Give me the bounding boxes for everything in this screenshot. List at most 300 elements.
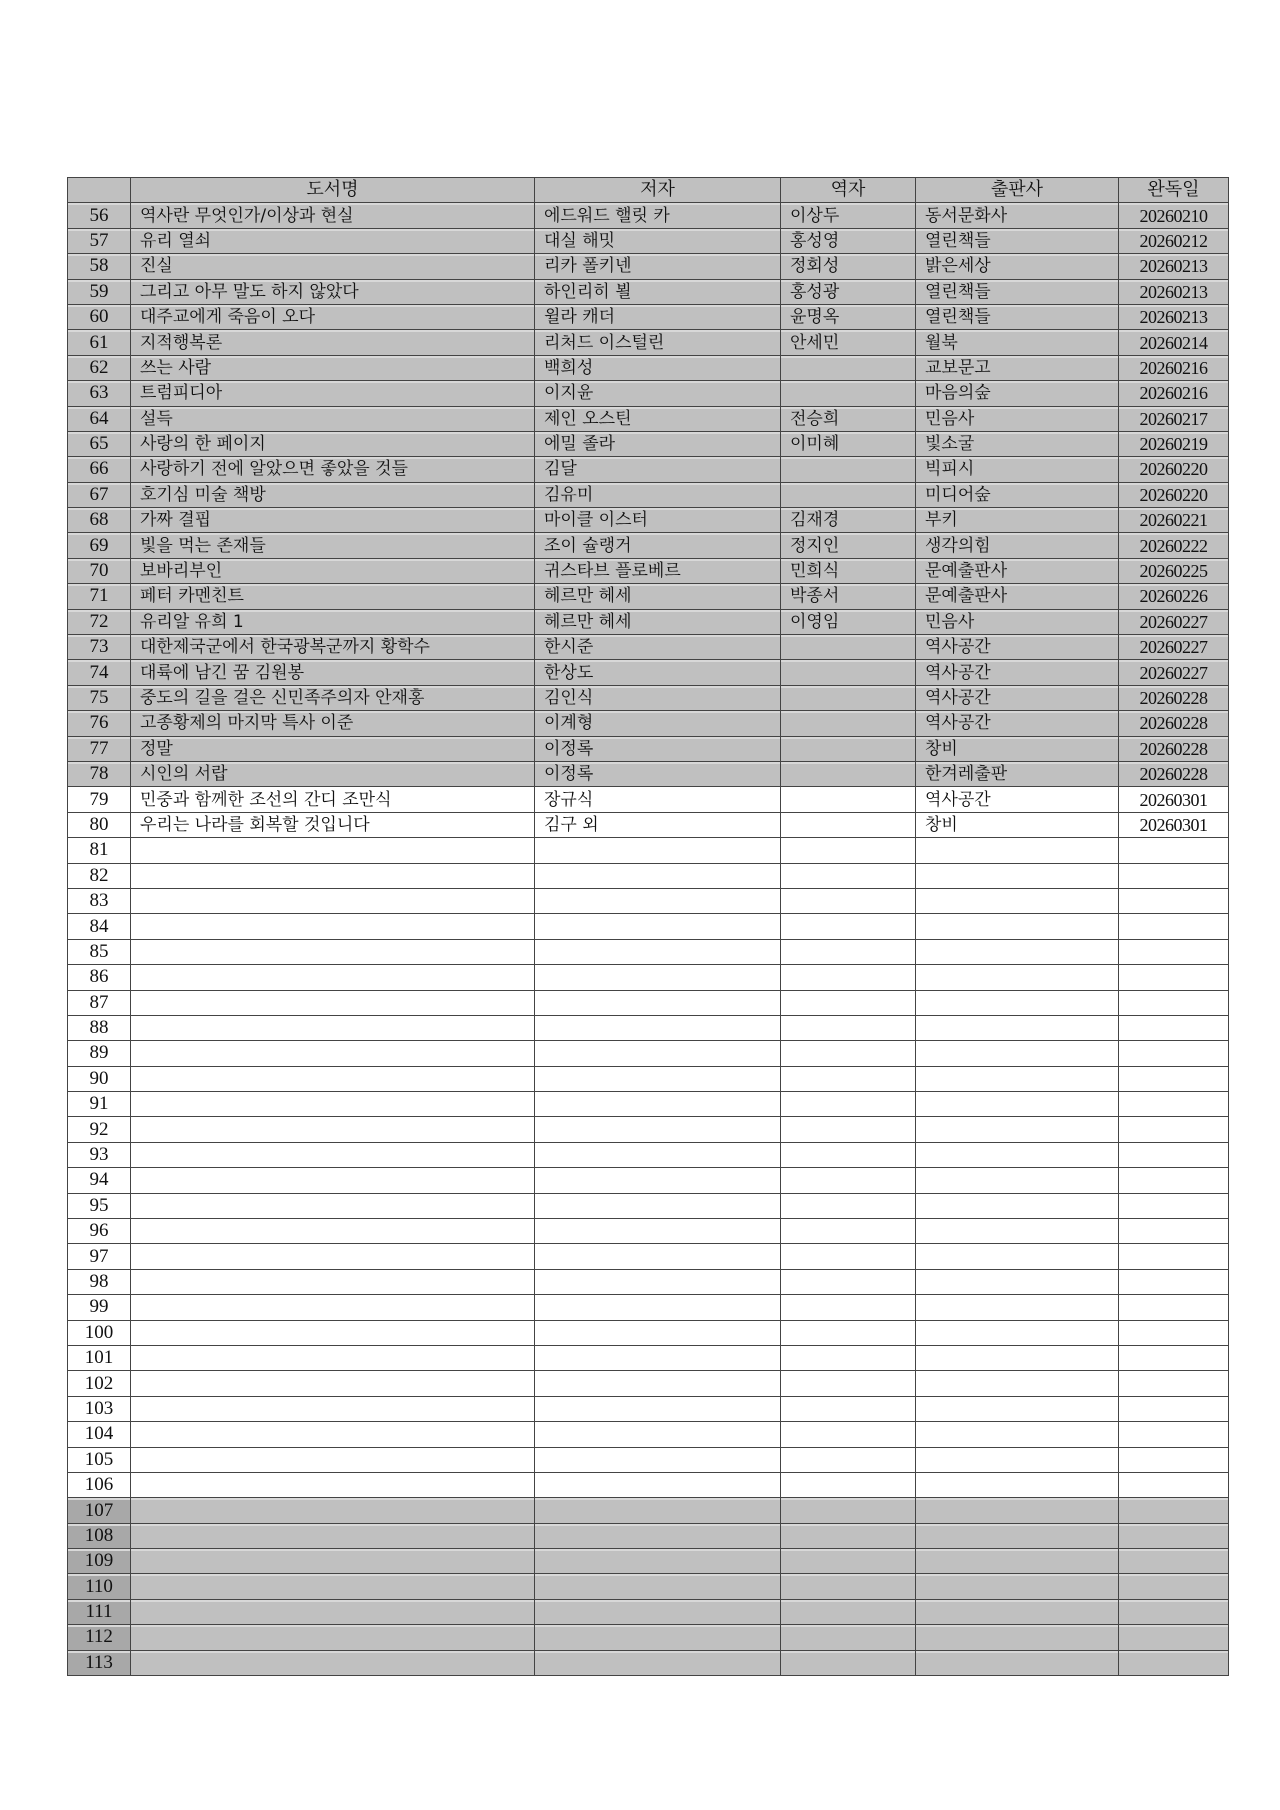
finish-date-cell[interactable]: [1119, 1574, 1229, 1599]
publisher-cell[interactable]: [916, 1422, 1119, 1447]
book-title-cell[interactable]: [131, 1650, 535, 1675]
publisher-cell[interactable]: [916, 1574, 1119, 1599]
publisher-cell[interactable]: [916, 1244, 1119, 1269]
row-number-cell[interactable]: 67: [68, 482, 131, 507]
translator-cell[interactable]: 전승희: [781, 406, 916, 431]
row-number-cell[interactable]: 89: [68, 1041, 131, 1066]
book-title-cell[interactable]: 지적행복론: [131, 330, 535, 355]
book-title-cell[interactable]: 대한제국군에서 한국광복군까지 황학수: [131, 635, 535, 660]
row-number-cell[interactable]: 71: [68, 584, 131, 609]
translator-cell[interactable]: [781, 1574, 916, 1599]
publisher-cell[interactable]: [916, 914, 1119, 939]
translator-cell[interactable]: [781, 1193, 916, 1218]
author-cell[interactable]: [535, 1447, 781, 1472]
row-number-cell[interactable]: 78: [68, 761, 131, 786]
finish-date-cell[interactable]: [1119, 1650, 1229, 1675]
author-cell[interactable]: [535, 1498, 781, 1523]
translator-cell[interactable]: [781, 660, 916, 685]
finish-date-cell[interactable]: 20260228: [1119, 736, 1229, 761]
finish-date-cell[interactable]: [1119, 1193, 1229, 1218]
book-title-cell[interactable]: [131, 1269, 535, 1294]
translator-cell[interactable]: [781, 1041, 916, 1066]
book-title-cell[interactable]: [131, 1193, 535, 1218]
row-number-cell[interactable]: 65: [68, 431, 131, 456]
finish-date-cell[interactable]: [1119, 1066, 1229, 1091]
publisher-cell[interactable]: 역사공간: [916, 635, 1119, 660]
author-cell[interactable]: 백희성: [535, 355, 781, 380]
publisher-cell[interactable]: [916, 863, 1119, 888]
publisher-cell[interactable]: [916, 1015, 1119, 1040]
translator-cell[interactable]: 윤명옥: [781, 304, 916, 329]
book-title-cell[interactable]: [131, 1142, 535, 1167]
row-number-cell[interactable]: 79: [68, 787, 131, 812]
publisher-cell[interactable]: 월북: [916, 330, 1119, 355]
translator-cell[interactable]: [781, 457, 916, 482]
publisher-cell[interactable]: 역사공간: [916, 660, 1119, 685]
book-title-cell[interactable]: 유리 열쇠: [131, 228, 535, 253]
translator-cell[interactable]: [781, 1244, 916, 1269]
translator-cell[interactable]: [781, 1320, 916, 1345]
book-title-cell[interactable]: 호기심 미술 책방: [131, 482, 535, 507]
author-cell[interactable]: 이정록: [535, 736, 781, 761]
publisher-cell[interactable]: 밝은세상: [916, 254, 1119, 279]
finish-date-cell[interactable]: [1119, 990, 1229, 1015]
author-cell[interactable]: [535, 1650, 781, 1675]
author-cell[interactable]: 리처드 이스털린: [535, 330, 781, 355]
row-number-cell[interactable]: 63: [68, 381, 131, 406]
finish-date-cell[interactable]: 20260214: [1119, 330, 1229, 355]
author-cell[interactable]: 이계형: [535, 711, 781, 736]
finish-date-cell[interactable]: [1119, 1142, 1229, 1167]
book-title-cell[interactable]: [131, 1549, 535, 1574]
author-cell[interactable]: [535, 1244, 781, 1269]
row-number-cell[interactable]: 87: [68, 990, 131, 1015]
author-cell[interactable]: 한시준: [535, 635, 781, 660]
finish-date-cell[interactable]: [1119, 1345, 1229, 1370]
translator-cell[interactable]: [781, 1498, 916, 1523]
finish-date-cell[interactable]: 20260227: [1119, 635, 1229, 660]
row-number-cell[interactable]: 82: [68, 863, 131, 888]
publisher-cell[interactable]: [916, 1345, 1119, 1370]
book-title-cell[interactable]: [131, 965, 535, 990]
translator-cell[interactable]: [781, 635, 916, 660]
publisher-cell[interactable]: 역사공간: [916, 787, 1119, 812]
translator-cell[interactable]: 홍성영: [781, 228, 916, 253]
author-cell[interactable]: 김구 외: [535, 812, 781, 837]
finish-date-cell[interactable]: [1119, 1320, 1229, 1345]
row-number-cell[interactable]: 99: [68, 1295, 131, 1320]
row-number-cell[interactable]: 98: [68, 1269, 131, 1294]
book-title-cell[interactable]: 쓰는 사람: [131, 355, 535, 380]
author-cell[interactable]: 제인 오스틴: [535, 406, 781, 431]
finish-date-cell[interactable]: 20260301: [1119, 812, 1229, 837]
book-title-cell[interactable]: 유리알 유희 1: [131, 609, 535, 634]
row-number-cell[interactable]: 86: [68, 965, 131, 990]
author-cell[interactable]: [535, 1345, 781, 1370]
row-number-cell[interactable]: 85: [68, 939, 131, 964]
author-cell[interactable]: 김인식: [535, 685, 781, 710]
book-title-cell[interactable]: [131, 1295, 535, 1320]
publisher-cell[interactable]: [916, 1320, 1119, 1345]
publisher-cell[interactable]: [916, 1193, 1119, 1218]
book-title-cell[interactable]: [131, 1345, 535, 1370]
finish-date-cell[interactable]: 20260225: [1119, 558, 1229, 583]
finish-date-cell[interactable]: [1119, 1472, 1229, 1497]
publisher-cell[interactable]: [916, 1549, 1119, 1574]
author-cell[interactable]: 귀스타브 플로베르: [535, 558, 781, 583]
finish-date-cell[interactable]: 20260227: [1119, 660, 1229, 685]
book-title-cell[interactable]: [131, 1447, 535, 1472]
translator-cell[interactable]: [781, 1066, 916, 1091]
row-number-cell[interactable]: 84: [68, 914, 131, 939]
publisher-cell[interactable]: 열린책들: [916, 228, 1119, 253]
translator-cell[interactable]: [781, 1142, 916, 1167]
author-cell[interactable]: [535, 1117, 781, 1142]
row-number-cell[interactable]: 68: [68, 508, 131, 533]
book-title-cell[interactable]: [131, 1498, 535, 1523]
finish-date-cell[interactable]: [1119, 1523, 1229, 1548]
row-number-cell[interactable]: 92: [68, 1117, 131, 1142]
publisher-cell[interactable]: [916, 1168, 1119, 1193]
publisher-cell[interactable]: 빛소굴: [916, 431, 1119, 456]
row-number-cell[interactable]: 66: [68, 457, 131, 482]
row-number-cell[interactable]: 93: [68, 1142, 131, 1167]
translator-cell[interactable]: 이영임: [781, 609, 916, 634]
publisher-cell[interactable]: [916, 965, 1119, 990]
author-cell[interactable]: [535, 965, 781, 990]
row-number-cell[interactable]: 88: [68, 1015, 131, 1040]
translator-cell[interactable]: [781, 914, 916, 939]
row-number-cell[interactable]: 60: [68, 304, 131, 329]
row-number-cell[interactable]: 110: [68, 1574, 131, 1599]
translator-cell[interactable]: [781, 812, 916, 837]
author-cell[interactable]: [535, 1599, 781, 1624]
finish-date-cell[interactable]: [1119, 838, 1229, 863]
book-title-cell[interactable]: 진실: [131, 254, 535, 279]
book-title-cell[interactable]: [131, 939, 535, 964]
book-title-cell[interactable]: 대주교에게 죽음이 오다: [131, 304, 535, 329]
translator-cell[interactable]: [781, 1345, 916, 1370]
publisher-cell[interactable]: [916, 1041, 1119, 1066]
translator-cell[interactable]: [781, 1219, 916, 1244]
book-title-cell[interactable]: 사랑의 한 페이지: [131, 431, 535, 456]
author-cell[interactable]: 김달: [535, 457, 781, 482]
publisher-cell[interactable]: [916, 1396, 1119, 1421]
author-cell[interactable]: [535, 1041, 781, 1066]
translator-cell[interactable]: [781, 1447, 916, 1472]
row-number-cell[interactable]: 59: [68, 279, 131, 304]
publisher-cell[interactable]: 역사공간: [916, 685, 1119, 710]
author-cell[interactable]: [535, 1396, 781, 1421]
translator-cell[interactable]: 정지인: [781, 533, 916, 558]
publisher-cell[interactable]: 문예출판사: [916, 584, 1119, 609]
finish-date-cell[interactable]: [1119, 1447, 1229, 1472]
row-number-cell[interactable]: 111: [68, 1599, 131, 1624]
finish-date-cell[interactable]: 20260220: [1119, 482, 1229, 507]
publisher-cell[interactable]: 역사공간: [916, 711, 1119, 736]
row-number-cell[interactable]: 69: [68, 533, 131, 558]
finish-date-cell[interactable]: [1119, 1244, 1229, 1269]
author-cell[interactable]: [535, 1295, 781, 1320]
row-number-cell[interactable]: 75: [68, 685, 131, 710]
publisher-cell[interactable]: [916, 1523, 1119, 1548]
publisher-cell[interactable]: [916, 1066, 1119, 1091]
finish-date-cell[interactable]: 20260221: [1119, 508, 1229, 533]
row-number-cell[interactable]: 72: [68, 609, 131, 634]
translator-cell[interactable]: 이상두: [781, 203, 916, 228]
book-title-cell[interactable]: [131, 1117, 535, 1142]
author-cell[interactable]: [535, 1371, 781, 1396]
author-cell[interactable]: [535, 990, 781, 1015]
row-number-cell[interactable]: 56: [68, 203, 131, 228]
author-cell[interactable]: [535, 1015, 781, 1040]
book-title-cell[interactable]: [131, 1219, 535, 1244]
book-title-cell[interactable]: 페터 카멘친트: [131, 584, 535, 609]
author-cell[interactable]: [535, 1549, 781, 1574]
publisher-cell[interactable]: 동서문화사: [916, 203, 1119, 228]
author-cell[interactable]: [535, 1193, 781, 1218]
author-cell[interactable]: [535, 838, 781, 863]
publisher-cell[interactable]: [916, 1599, 1119, 1624]
finish-date-cell[interactable]: [1119, 863, 1229, 888]
publisher-cell[interactable]: 마음의숲: [916, 381, 1119, 406]
translator-cell[interactable]: [781, 863, 916, 888]
translator-cell[interactable]: [781, 1371, 916, 1396]
row-number-cell[interactable]: 103: [68, 1396, 131, 1421]
book-title-cell[interactable]: 사랑하기 전에 알았으면 좋았을 것들: [131, 457, 535, 482]
publisher-cell[interactable]: [916, 1142, 1119, 1167]
finish-date-cell[interactable]: 20260228: [1119, 761, 1229, 786]
row-number-cell[interactable]: 112: [68, 1625, 131, 1650]
book-title-cell[interactable]: 대륙에 남긴 꿈 김원봉: [131, 660, 535, 685]
publisher-cell[interactable]: 부키: [916, 508, 1119, 533]
finish-date-cell[interactable]: [1119, 1015, 1229, 1040]
finish-date-cell[interactable]: 20260222: [1119, 533, 1229, 558]
author-cell[interactable]: [535, 1066, 781, 1091]
book-title-cell[interactable]: [131, 838, 535, 863]
finish-date-cell[interactable]: [1119, 1092, 1229, 1117]
row-number-cell[interactable]: 90: [68, 1066, 131, 1091]
author-cell[interactable]: 하인리히 뵐: [535, 279, 781, 304]
publisher-cell[interactable]: [916, 1498, 1119, 1523]
author-cell[interactable]: [535, 1422, 781, 1447]
finish-date-cell[interactable]: [1119, 1117, 1229, 1142]
publisher-cell[interactable]: [916, 1092, 1119, 1117]
book-title-cell[interactable]: [131, 1015, 535, 1040]
book-title-cell[interactable]: [131, 1599, 535, 1624]
book-title-cell[interactable]: [131, 888, 535, 913]
author-cell[interactable]: [535, 863, 781, 888]
book-title-cell[interactable]: [131, 990, 535, 1015]
book-title-cell[interactable]: 보바리부인: [131, 558, 535, 583]
author-cell[interactable]: 이정록: [535, 761, 781, 786]
translator-cell[interactable]: [781, 1523, 916, 1548]
translator-cell[interactable]: 홍성광: [781, 279, 916, 304]
book-title-cell[interactable]: [131, 1523, 535, 1548]
row-number-cell[interactable]: 74: [68, 660, 131, 685]
author-cell[interactable]: 헤르만 헤세: [535, 584, 781, 609]
author-cell[interactable]: [535, 1523, 781, 1548]
translator-cell[interactable]: [781, 1168, 916, 1193]
publisher-cell[interactable]: 빅피시: [916, 457, 1119, 482]
translator-cell[interactable]: [781, 1472, 916, 1497]
finish-date-cell[interactable]: 20260216: [1119, 355, 1229, 380]
publisher-cell[interactable]: 민음사: [916, 406, 1119, 431]
author-cell[interactable]: 한상도: [535, 660, 781, 685]
publisher-cell[interactable]: 생각의힘: [916, 533, 1119, 558]
finish-date-cell[interactable]: [1119, 1269, 1229, 1294]
translator-cell[interactable]: [781, 761, 916, 786]
translator-cell[interactable]: [781, 1422, 916, 1447]
book-title-cell[interactable]: [131, 1574, 535, 1599]
finish-date-cell[interactable]: [1119, 1422, 1229, 1447]
row-number-cell[interactable]: 106: [68, 1472, 131, 1497]
row-number-cell[interactable]: 101: [68, 1345, 131, 1370]
book-title-cell[interactable]: [131, 914, 535, 939]
finish-date-cell[interactable]: 20260227: [1119, 609, 1229, 634]
translator-cell[interactable]: 박종서: [781, 584, 916, 609]
translator-cell[interactable]: [781, 1092, 916, 1117]
finish-date-cell[interactable]: [1119, 1625, 1229, 1650]
author-cell[interactable]: [535, 1574, 781, 1599]
row-number-cell[interactable]: 105: [68, 1447, 131, 1472]
translator-cell[interactable]: [781, 1269, 916, 1294]
row-number-cell[interactable]: 95: [68, 1193, 131, 1218]
row-number-cell[interactable]: 58: [68, 254, 131, 279]
publisher-cell[interactable]: 한겨레출판: [916, 761, 1119, 786]
author-cell[interactable]: 장규식: [535, 787, 781, 812]
finish-date-cell[interactable]: [1119, 888, 1229, 913]
book-title-cell[interactable]: 고종황제의 마지막 특사 이준: [131, 711, 535, 736]
translator-cell[interactable]: [781, 736, 916, 761]
row-number-cell[interactable]: 57: [68, 228, 131, 253]
row-number-cell[interactable]: 73: [68, 635, 131, 660]
finish-date-cell[interactable]: [1119, 1219, 1229, 1244]
translator-cell[interactable]: [781, 711, 916, 736]
translator-cell[interactable]: [781, 888, 916, 913]
publisher-cell[interactable]: 열린책들: [916, 304, 1119, 329]
finish-date-cell[interactable]: 20260210: [1119, 203, 1229, 228]
finish-date-cell[interactable]: [1119, 965, 1229, 990]
finish-date-cell[interactable]: [1119, 1549, 1229, 1574]
translator-cell[interactable]: [781, 1625, 916, 1650]
finish-date-cell[interactable]: 20260213: [1119, 279, 1229, 304]
finish-date-cell[interactable]: [1119, 1599, 1229, 1624]
book-title-cell[interactable]: 역사란 무엇인가/이상과 현실: [131, 203, 535, 228]
author-cell[interactable]: 마이클 이스터: [535, 508, 781, 533]
translator-cell[interactable]: [781, 787, 916, 812]
translator-cell[interactable]: 민희식: [781, 558, 916, 583]
publisher-cell[interactable]: 미디어숲: [916, 482, 1119, 507]
book-title-cell[interactable]: 중도의 길을 걸은 신민족주의자 안재홍: [131, 685, 535, 710]
author-cell[interactable]: [535, 1320, 781, 1345]
publisher-cell[interactable]: [916, 1117, 1119, 1142]
finish-date-cell[interactable]: 20260228: [1119, 685, 1229, 710]
author-cell[interactable]: 이지윤: [535, 381, 781, 406]
translator-cell[interactable]: [781, 1295, 916, 1320]
publisher-cell[interactable]: 창비: [916, 812, 1119, 837]
finish-date-cell[interactable]: [1119, 1168, 1229, 1193]
translator-cell[interactable]: [781, 990, 916, 1015]
publisher-cell[interactable]: [916, 1295, 1119, 1320]
translator-cell[interactable]: [781, 1117, 916, 1142]
book-title-cell[interactable]: [131, 1396, 535, 1421]
translator-cell[interactable]: [781, 1015, 916, 1040]
book-title-cell[interactable]: 그리고 아무 말도 하지 않았다: [131, 279, 535, 304]
publisher-cell[interactable]: [916, 1650, 1119, 1675]
book-title-cell[interactable]: 민중과 함께한 조선의 간디 조만식: [131, 787, 535, 812]
author-cell[interactable]: [535, 1168, 781, 1193]
translator-cell[interactable]: 이미혜: [781, 431, 916, 456]
row-number-cell[interactable]: 80: [68, 812, 131, 837]
row-number-cell[interactable]: 62: [68, 355, 131, 380]
book-title-cell[interactable]: [131, 1092, 535, 1117]
author-cell[interactable]: 리카 폴키넨: [535, 254, 781, 279]
publisher-cell[interactable]: [916, 1371, 1119, 1396]
book-title-cell[interactable]: 정말: [131, 736, 535, 761]
row-number-cell[interactable]: 97: [68, 1244, 131, 1269]
publisher-cell[interactable]: [916, 1472, 1119, 1497]
row-number-cell[interactable]: 104: [68, 1422, 131, 1447]
book-title-cell[interactable]: [131, 1371, 535, 1396]
publisher-cell[interactable]: 교보문고: [916, 355, 1119, 380]
finish-date-cell[interactable]: 20260213: [1119, 254, 1229, 279]
finish-date-cell[interactable]: 20260213: [1119, 304, 1229, 329]
finish-date-cell[interactable]: 20260301: [1119, 787, 1229, 812]
author-cell[interactable]: [535, 1625, 781, 1650]
finish-date-cell[interactable]: 20260219: [1119, 431, 1229, 456]
book-title-cell[interactable]: [131, 1422, 535, 1447]
translator-cell[interactable]: [781, 1650, 916, 1675]
book-title-cell[interactable]: 우리는 나라를 회복할 것입니다: [131, 812, 535, 837]
row-number-cell[interactable]: 76: [68, 711, 131, 736]
finish-date-cell[interactable]: 20260217: [1119, 406, 1229, 431]
translator-cell[interactable]: 김재경: [781, 508, 916, 533]
book-title-cell[interactable]: [131, 1320, 535, 1345]
author-cell[interactable]: [535, 914, 781, 939]
book-title-cell[interactable]: [131, 1041, 535, 1066]
translator-cell[interactable]: [781, 355, 916, 380]
finish-date-cell[interactable]: [1119, 1498, 1229, 1523]
author-cell[interactable]: 에밀 졸라: [535, 431, 781, 456]
finish-date-cell[interactable]: [1119, 939, 1229, 964]
book-title-cell[interactable]: 빛을 먹는 존재들: [131, 533, 535, 558]
row-number-cell[interactable]: 108: [68, 1523, 131, 1548]
row-number-cell[interactable]: 61: [68, 330, 131, 355]
translator-cell[interactable]: [781, 1549, 916, 1574]
row-number-cell[interactable]: 70: [68, 558, 131, 583]
finish-date-cell[interactable]: [1119, 1396, 1229, 1421]
finish-date-cell[interactable]: [1119, 1371, 1229, 1396]
finish-date-cell[interactable]: 20260212: [1119, 228, 1229, 253]
publisher-cell[interactable]: 창비: [916, 736, 1119, 761]
book-title-cell[interactable]: 시인의 서랍: [131, 761, 535, 786]
finish-date-cell[interactable]: 20260228: [1119, 711, 1229, 736]
row-number-cell[interactable]: 113: [68, 1650, 131, 1675]
translator-cell[interactable]: 안세민: [781, 330, 916, 355]
translator-cell[interactable]: 정회성: [781, 254, 916, 279]
row-number-cell[interactable]: 96: [68, 1219, 131, 1244]
publisher-cell[interactable]: 민음사: [916, 609, 1119, 634]
finish-date-cell[interactable]: [1119, 1295, 1229, 1320]
publisher-cell[interactable]: [916, 1447, 1119, 1472]
translator-cell[interactable]: [781, 685, 916, 710]
author-cell[interactable]: [535, 1472, 781, 1497]
author-cell[interactable]: 대실 해밋: [535, 228, 781, 253]
publisher-cell[interactable]: [916, 838, 1119, 863]
author-cell[interactable]: [535, 1092, 781, 1117]
author-cell[interactable]: [535, 939, 781, 964]
